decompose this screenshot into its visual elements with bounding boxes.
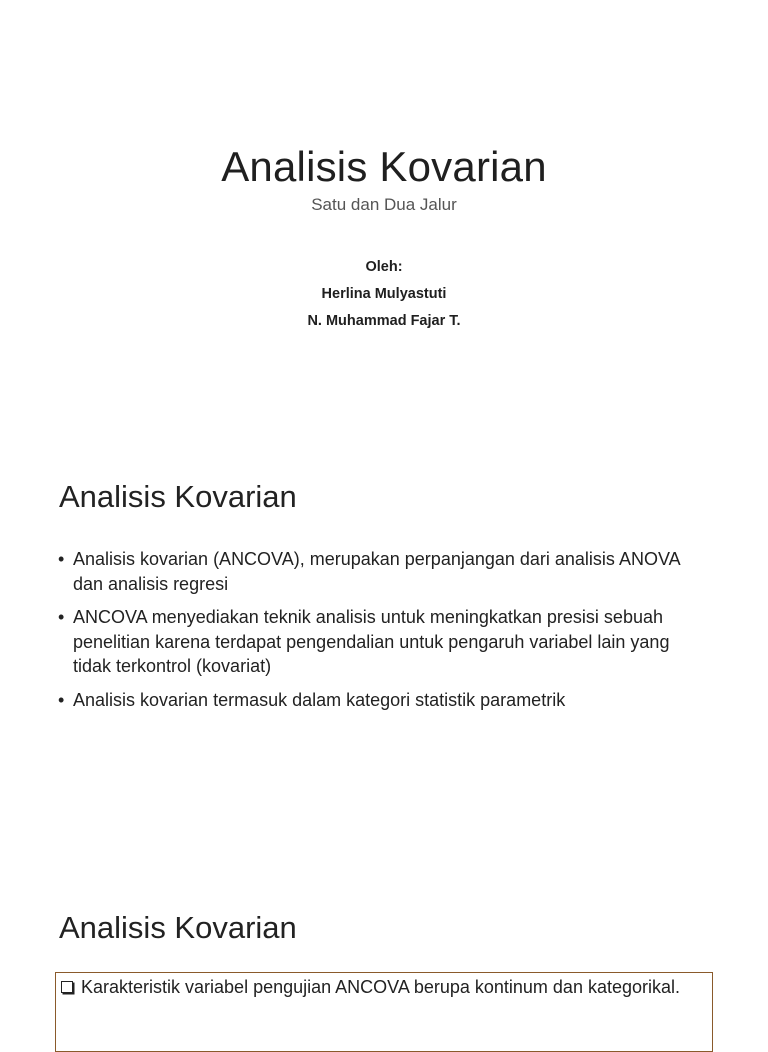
author-name-1: Herlina Mulyastuti [321,286,447,302]
bullet-list [58,547,698,721]
content-slide-definition [0,440,768,872]
title-slide [0,0,768,432]
bullet-item [58,547,698,596]
bullet-text: Analisis kovarian termasuk dalam kategori statistik parametrik [73,689,566,710]
author-label: Oleh: [365,259,403,275]
presentation-title: Analisis Kovarian [221,143,547,190]
bullet-item [58,605,698,679]
bullet-text: ANCOVA menyediakan teknik analisis untuk meningkatkan presisi sebuah penelitian karena terdapat pengendalian untuk pengaruh variabel lain yang tidak terkontrol (kovariat) [73,607,670,676]
content-slide-characteristics [0,880,768,1024]
checklist-text: Karakteristik variabel pengujian ANCOVA berupa kontinum dan kategorikal. [81,977,681,997]
bullet-item [58,688,698,713]
bullet-icon: • [58,607,65,627]
author-block [0,254,768,335]
slide-heading: Analisis Kovarian [59,910,297,945]
slide-heading: Analisis Kovarian [59,479,297,514]
characteristics-box [55,972,713,1052]
bullet-icon: • [58,549,65,569]
author-name-2: N. Muhammad Fajar T. [307,313,461,329]
bullet-text: Analisis kovarian (ANCOVA), merupakan perpanjangan dari analisis ANOVA dan analisis regresi [73,549,680,594]
checklist-item [61,975,704,999]
checkbox-icon [61,981,73,993]
bullet-icon: • [58,689,65,710]
presentation-subtitle: Satu dan Dua Jalur [311,195,457,214]
